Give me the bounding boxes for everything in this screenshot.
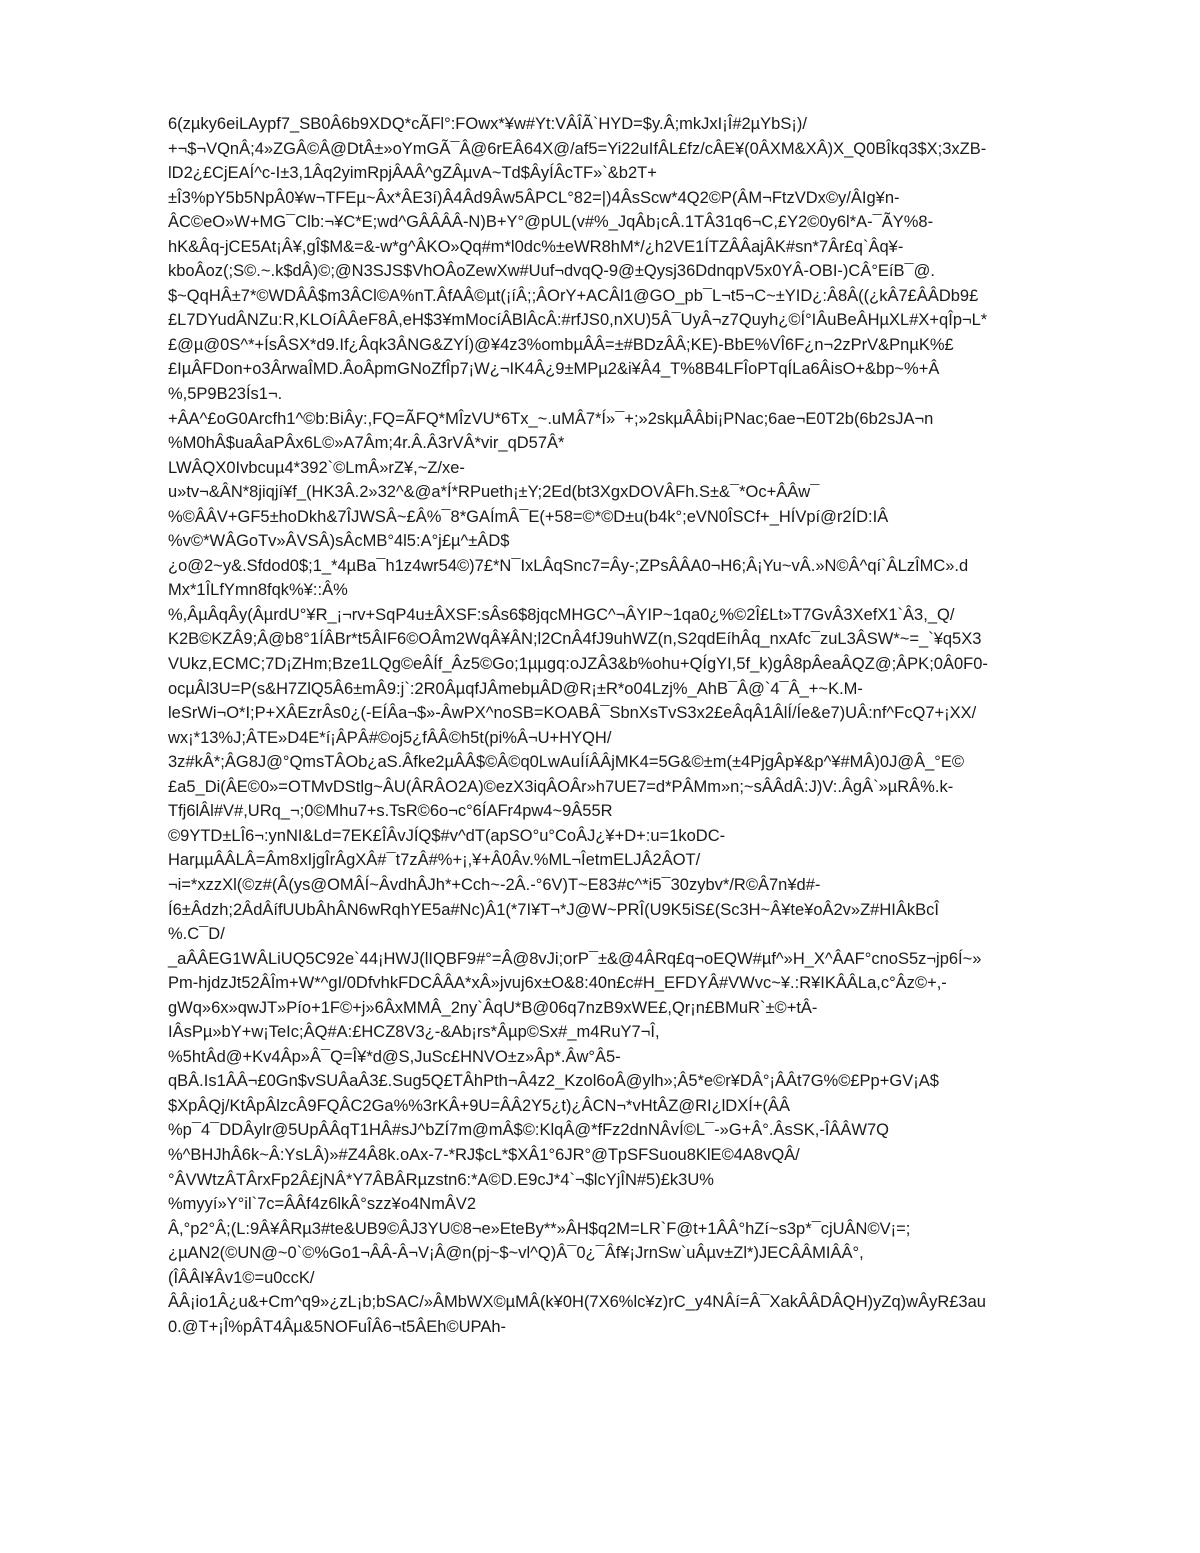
text-line: lD2¿£CjEAÍ^c-I±3,1Âq2yimRpjÂAÂ^gZÂµvA~Td$ÂyÍÂcTF»`&b2T+	[168, 164, 657, 183]
text-line: IÂsPµ»bY+w¡TeIc;ÂQ#A:£HCZ8V3¿-&Ab¡rs*Âµp©Sx#_m4RuY7¬Î,	[168, 1023, 660, 1042]
text-line: HarµµÂÂLÂ=Âm8xIjgÎrÂgXÂ#¯t7zÂ#%+¡,¥+Â0Âv.%ML¬ÎetmELJÂ2ÂOT/	[168, 851, 701, 870]
text-line: %.C¯D/	[168, 925, 225, 944]
text-line: leSrWi¬O*I;P+XÂEzrÂs0¿(-EÍÂa¬$»-ÂwPX^noSB=KOABÂ¯SbnXsTvS3x2£eÂqÂ1ÂlÍ/Íe&e7)UÂ:nf^FcQ7+¡XX/	[168, 704, 977, 723]
text-line: ¿o@2~y&.Sfdod0$;1_*4µBa¯h1z4wr54©)7£*N¯IxLÂqSnc7=Ây-;ZPsÂÂA0¬H6;Â¡Yu~vÂ.»N©Â^qí`ÂLzÎMC».d	[168, 556, 969, 575]
text-line: £IµÂFDon+o3ÂrwaÎMD.ÂoÂpmGNoZfÎp7¡W¿¬IK4Â¿9±MPµ2&i¥Â4_T%8B4LFÎoPTqÍLa6ÂisO+&bp~%+Â	[168, 360, 940, 379]
text-line: _aÂÂEG1WÂLiUQ5C92e`44¡HWJ(lIQBF9#°=Â@8vJi;orP¯±&@4ÂRq£q¬oEQW#µf^»H_X^ÂAF°cnoS5z¬jp6Í~»	[168, 949, 982, 968]
text-line: qBÂ.Is1ÂÂ¬£0Gn$vSUÂaÂ3£.Sug5Q£TÂhPth¬Â4z2_Kzol6oÂ@ylh»;Â5*e©r¥DÂ°¡ÂÂt7G%©£Pp+GV¡A$	[168, 1072, 939, 1091]
text-line: Pm-hjdzJt52ÂÎm+W*^gI/0DfvhkFDCÂÂA*xÂ»jvuj6x±O&8:40n£c#H_EFDYÂ#VWvc~¥.:R¥IKÂÂLa,c°Âz©+,-	[168, 974, 947, 993]
document-body	[168, 112, 1128, 1339]
text-line: %5htÂd@+Kv4Âp»Â¯Q=Î¥*d@S,JuSc£HNVO±z»Âp*.Âw°Â5-	[168, 1047, 621, 1066]
text-line: ©9YTD±LÎ6¬:ynNI&Ld=7EK£ÎÂvJÍQ$#v^dT(apSO°u°CoÂJ¿¥+D+:u=1koDC-	[168, 826, 726, 845]
text-line: ¬i=*xzzXl(©z#(Â(ys@OMÂÍ~ÂvdhÂJh*+Cch~-2Â.-°6V)T~E83#c^*i5¯30zybv*/R©Â7n¥d#-	[168, 875, 821, 894]
text-line: Mx*1ÎLfYmn8fqk%¥::Â%	[168, 581, 348, 600]
text-line: hK&Âq-jCE5At¡Â¥,gÎ$M&=&-w*g^ÂKO»Qq#m*l0dc%±eWR8hM*/¿h2VE1ÍTZÂÂajÂK#sn*7Âr£q`Âq¥-	[168, 237, 904, 256]
text-line: Tfj6lÂl#V#,URq_¬;0©Mhu7+s.TsR©6o¬c°6ÍAFr4pw4~9Â55R	[168, 802, 613, 821]
text-line: £L7DYudÂNZu:R,KLOíÂÂeF8Â,eH$3¥mMocíÂBlÂcÂ:#rfJS0,nXU)5Â¯UyÂ¬z7Quyh¿©Í°IÂuBeÂHµXL#X+qÎp¬L*	[168, 311, 988, 330]
text-line: LWÂQX0Ivbcuµ4*392`©LmÂ»rZ¥,~Z/xe-	[168, 458, 465, 477]
text-line: %©ÂÂV+GF5±hoDkh&7ÎJWSÂ~£Â%¯8*GAÍmÂ¯E(+58=©*©D±u(b4k°;eVN0ÎSCf+_HÍVpí@r2ÍD:IÂ	[168, 507, 889, 526]
text-line: ÂC©eO»W+MG¯Clb:¬¥C*E;wd^GÂÂÂÂ-N)B+Y°@pUL(v#%_JqÂb¡cÂ.1TÂ31q6¬C,£Y2©0y6l*A-¯ÃY%8-	[168, 213, 934, 232]
text-line: kboÂoz(;S©.~.k$dÂ)©;@N3SJS$VhOÂoZewXw#Uuf¬dvqQ-9@±Qysj36DdnqpV5x0YÂ-OBI-)CÂ°EíB¯@.	[168, 262, 935, 281]
text-line: £a5_Di(ÂE©0»=OTMvDStlg~ÂU(ÂRÂO2A)©ezX3iqÂOÂr»h7UE7=d*PÂMm»n;~sÂÂdÂ:J)V:.ÂgÂ`»µRÂ%.k-	[168, 777, 954, 796]
text-line: u»tv¬&ÂN*8jiqjí¥f_(HK3Â.2»32^&@a*Í*RPueth¡±Y;2Ed(bt3XgxDOVÂFh.S±&¯*Oc+ÂÂw¯	[168, 483, 820, 502]
text-line: %^BHJhÂ6k~Â:YsLÂ)»#Z4Â8k.oAx-7-*RJ$cL*$XÂ1°6JR°@TpSFSuou8KlE©4A8vQÂ/	[168, 1145, 800, 1164]
text-line: %v©*WÂGoTv»ÂVSÂ)sÂcMB°4l5:A°j£µ^±ÂD$	[168, 532, 510, 551]
text-line: wx¡*13%J;ÂTE»D4E*í¡ÂPÂ#©oj5¿fÂÂ©h5t(pi%Â¬U+HYQH/	[168, 728, 612, 747]
text-line: %p¯4¯DDÂylr@5UpÂÂqT1HÂ#sJ^bZÍ7m@mÂ$©:KlqÂ@*fFz2dnNÂvÍ©L¯-»G+Â°.ÂsSK,-ÎÂÂW7Q	[168, 1121, 889, 1140]
text-line: gWq»6x»qwJT»Pío+1F©+j»6ÂxMMÂ_2ny`ÂqU*B@06q7nzB9xWE£,Qr¡n£BMuR`±©+tÂ-	[168, 998, 818, 1017]
text-line: Â,°p2°Â;(L:9Â¥ÂRµ3#te&UB9©ÂJ3YU©8¬e»EteBy**»ÂH$q2M=LR`F@t+1ÂÂ°hZí~s3p*¯cjUÂN©V¡=;	[168, 1219, 911, 1238]
text-line: £@µ@0S^*+ÍsÂSX*d9.If¿Âqk3ÂNG&ZYÍ)@¥4z3%ombµÂÂ=±#BDzÂÂ;KE)-BbE%VÎ6F¿n¬2zPrV&PnµK%£	[168, 335, 954, 354]
text-line: ±Î3%pY5b5NpÂ0¥w¬TFEµ~Âx*ÂE3í)Â4Âd9Âw5ÂPCL°82=|)4ÂsScw*4Q2©P(ÂM¬FtzVDx©y/ÂIg¥n-	[168, 188, 900, 207]
text-line: +ÂA^£oG0Arcfh1^©b:BiÂy:,FQ=ÃFQ*MÎzVU*6Tx_~.uMÂ7*Í»¯+;»2skµÂÂbi¡PNac;6ae¬E0T2b(6b2sJA¬n	[168, 409, 934, 428]
text-line: $XpÂQj/KtÂpÂlzcÂ9FQÂC2Ga%%3rKÂ+9U=ÂÂ2Y5¿t)¿ÂCN¬*vHtÂZ@RI¿lDXÍ+(ÂÂ	[168, 1096, 790, 1115]
text-line: VUkz,ECMC;7D¡ZHm;Bze1LQg©eÂÍf_Âz5©Go;1µµgq:oJZÂ3&b%ohu+QÍgYI,5f_k)gÂ8pÂeaÂQZ@;ÂPK;0Â0F0-	[168, 655, 988, 674]
text-line: $~QqHÂ±7*©WDÂÂ$m3ÂCl©A%nT.ÂfAÂ©µt(¡íÂ;;ÂOrY+ACÂl1@GO_pb¯L¬t5¬C~±YID¿:Â8Â((¿kÂ7£ÂÂDb9£	[168, 286, 979, 305]
text-line: %myyí»Y°il`7c=ÂÂf4z6lkÂ°szz¥o4NmÂV2	[168, 1195, 477, 1214]
text-line: 3z#kÂ*;ÂG8J@°QmsTÂOb¿aS.Âfke2µÂÂ$©Â©q0LwAuÍíÂÂjMK4=5G&©±m(±4PjgÂp¥&p^¥#MÂ)0J@Â_°E©	[168, 753, 965, 772]
text-line: +¬$¬VQnÂ;4»ZGÂ©Â@DtÂ±»oYmGÃ¯Â@6rEÂ64X@/af5=Yi22uIfÂL£fz/cÂE¥(0ÂXM&XÂ)X_Q0BÎkq3$X;3xZB-	[168, 139, 987, 158]
text-line: Í6±Âdzh;2ÂdÂífUUbÂhÂN6wRqhYE5a#Nc)Â1(*7I¥T¬*J@W~PRÎ(U9K5iS£(Sc3H~Â¥te¥oÂ2v»Z#HIÂkBcÎ	[168, 900, 939, 919]
text-line: ¿µAN2(©UN@~0`©%Go1¬ÂÂ-Â¬V¡Â@n(pj~$~vl^Q)Â¯0¿¯Âf¥¡JrnSw`uÂµv±Zl*)JECÂÂMIÂÂ°,	[168, 1244, 864, 1263]
text-line: K2B©KZÂ9;Â@b8°1ÍÂBr*t5ÂIF6©OÂm2WqÂ¥ÂN;l2CnÂ4fJ9uhWZ(n,S2qdEíhÂq_nxAfc¯zuL3ÂSW*~=_`¥q5X3	[168, 630, 982, 649]
text-line: 6(zµky6eiLAypf7_SB0Â6b9XDQ*cÃFl°:FOwx*¥w#Yt:VÂÎÃ`HYD=$y.Â;mkJxI¡Î#2µYbS¡)/	[168, 115, 807, 133]
text-line: ocµÂl3U=P(s&H7ZlQ5Â6±mÂ9:j`:2R0ÂµqfJÂmebµÂD@R¡±R*o04Lzj%_AhB¯Â@`4¯Â_+~K.M-	[168, 679, 863, 698]
text-line: %,5P9B23Ís1¬.	[168, 385, 283, 404]
text-line: %,ÂµÂqÂy(ÂµrdU°¥R_¡¬rv+SqP4u±ÂXSF:sÂs6$8jqcMHGC^¬ÂYIP~1qa0¿%©2Î£Lt»T7GvÂ3XefX1`Â3,_Q/	[168, 605, 955, 624]
text-line: (ÎÂÂI¥Âv1©=u0ccK/	[168, 1268, 315, 1287]
text-line: °ÂVWtzÂTÂrxFp2Â£jNÂ*Y7ÂBÂRµzstn6:*A©D.E9cJ*4`¬$lcYjÎN#5)£k3U%	[168, 1170, 714, 1189]
text-line: ÂÂ¡io1Â¿u&+Cm^q9»¿zL¡b;bSAC/»ÂMbWX©µMÂ(k¥0H(7X6%lc¥z)rC_y4NÂí=Â¯XakÂÂDÂQH)yZq)wÂyR£3au	[168, 1293, 986, 1312]
text-line: 0.@T+¡Î%pÂT4Âµ&5NOFuÎÂ6¬t5ÂEh©UPAh-	[168, 1317, 506, 1336]
text-line: %M0hÂ$uaÂaPÂx6L©»A7Âm;4r.Â.Â3rVÂ*vir_qD57Â*	[168, 434, 565, 453]
